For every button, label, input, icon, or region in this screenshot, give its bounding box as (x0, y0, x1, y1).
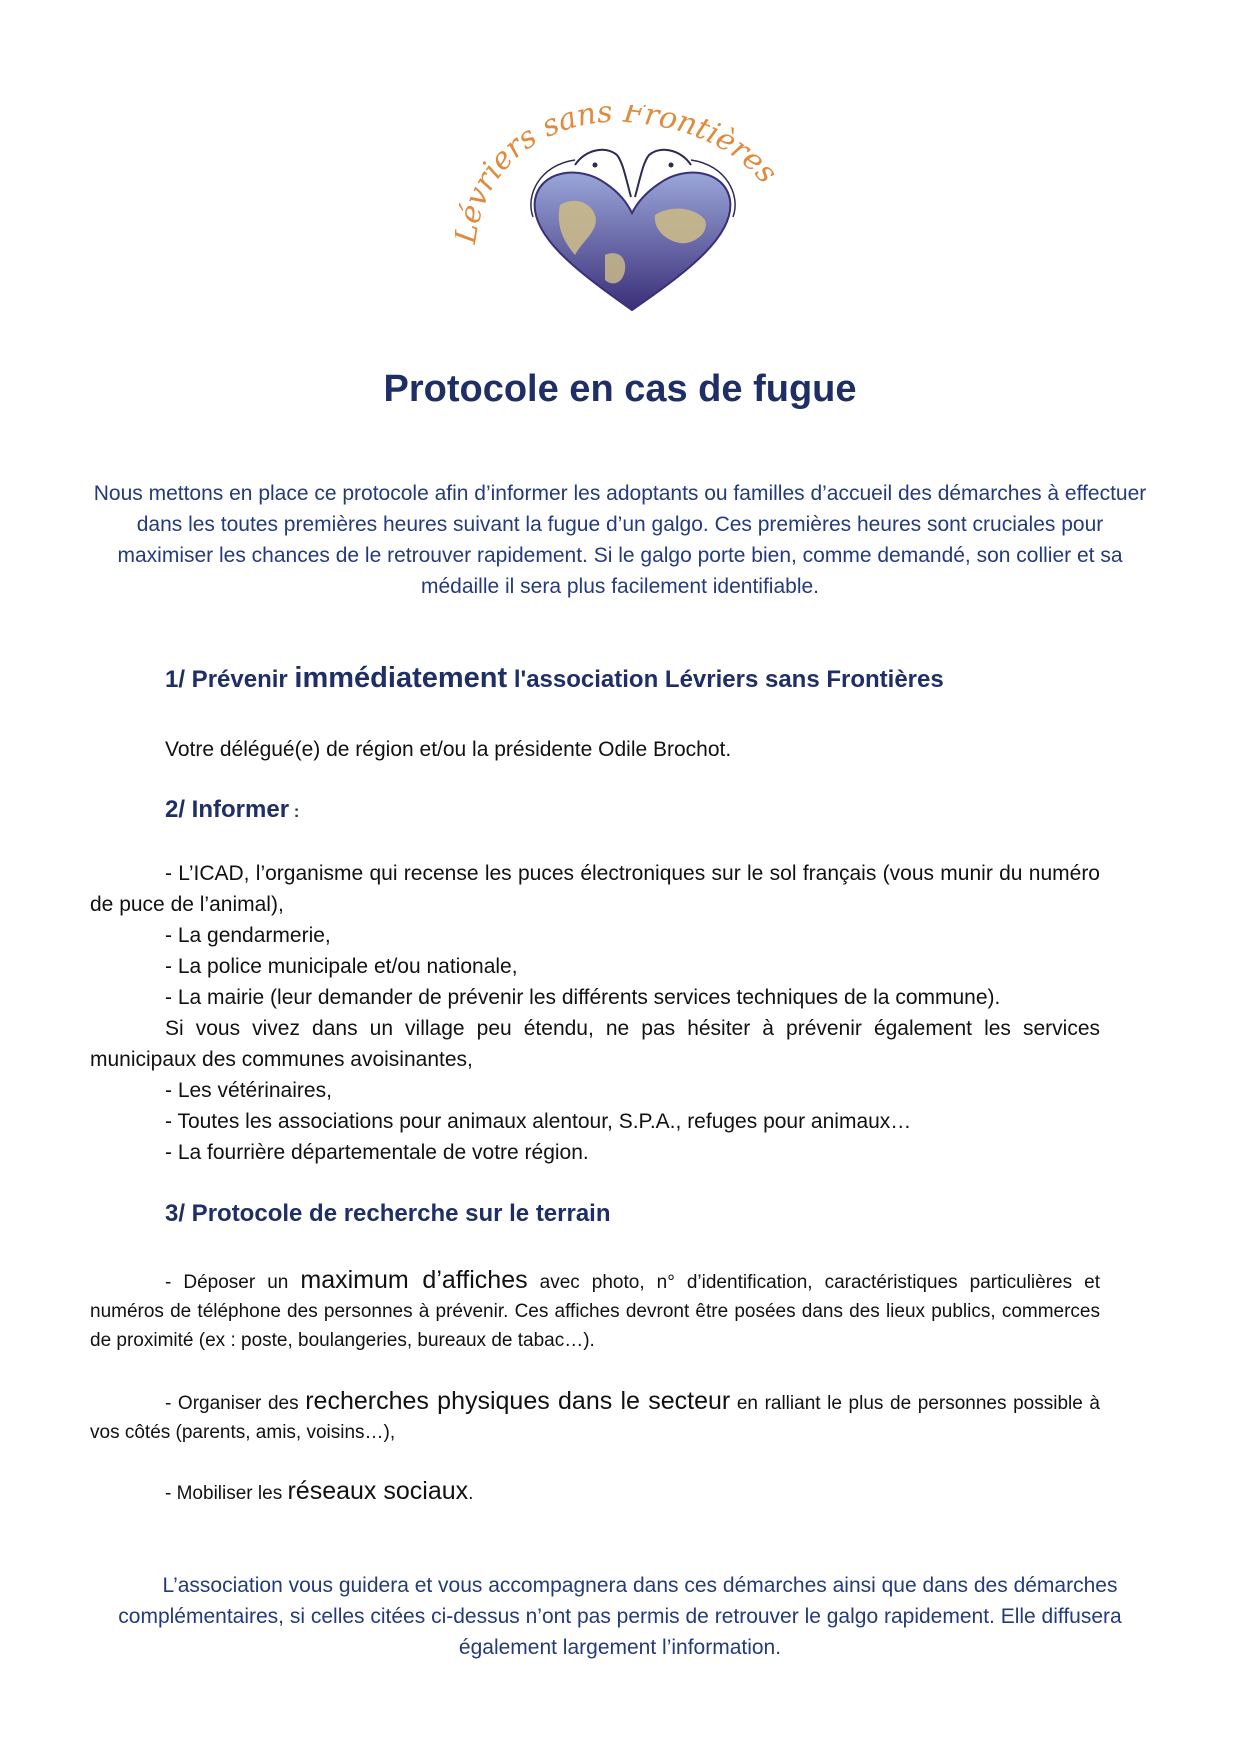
section1-body: Votre délégué(e) de région et/ou la présidente Odile Brochot. (165, 738, 732, 761)
p3-post: . (468, 1483, 474, 1504)
list-item-police: - La police municipale et/ou nationale, (165, 955, 518, 978)
list-item-gendarmerie: - La gendarmerie, (165, 924, 331, 947)
p1-post: avec photo, n° d’identification, caractéristiques particulières et numéros de téléphone des personnes à prévenir. Ces affiches devront être posées dans des lieux publics, commerces de proximité (ex : poste, boulangeries, bureaux de tabac…). (90, 1272, 1100, 1351)
p1-pre: - Déposer un (165, 1272, 301, 1293)
logo (455, 105, 810, 320)
list-item-vets: - Les vétérinaires, (165, 1079, 332, 1102)
list-item-associations: - Toutes les associations pour animaux alentour, S.P.A., refuges pour animaux… (165, 1110, 912, 1133)
list-item-village: Si vous vivez dans un village peu étendu, ne pas hésiter à prévenir également les services municipaux des communes avoisinantes, (90, 1017, 1100, 1071)
section2-heading (165, 796, 299, 824)
section2-heading-suffix: : (289, 802, 300, 821)
section2-heading-text: 2/ Informer (165, 796, 290, 823)
closing-paragraph: L’association vous guidera et vous accompagnera dans ces démarches ainsi que dans des démarches complémentaires, si celles citées ci-dessus n’ont pas permis de retrouver le galgo rapidement. Elle diffusera également largement l’information. (118, 1574, 1122, 1659)
section1-heading-pre: 1/ Prévenir (165, 666, 295, 693)
section1-heading-post: l'association Lévriers sans Frontières (507, 666, 944, 693)
section1-heading (165, 662, 944, 695)
page-title: Protocole en cas de fugue (383, 368, 857, 410)
section2-list (90, 858, 1100, 1168)
section3-paragraph-posters (90, 1266, 1100, 1355)
section3-heading: 3/ Protocole de recherche sur le terrain (165, 1200, 611, 1227)
p2-post: en ralliant le plus de personnes possible à vos côtés (parents, amis, voisins…), (90, 1393, 1100, 1443)
section3-paragraph-social (90, 1477, 1100, 1508)
p1-emphasis: maximum d’affiches (300, 1266, 528, 1294)
list-item-mairie: - La mairie (leur demander de prévenir les différents services techniques de la commune). (165, 986, 1001, 1009)
section3-paragraph-search (90, 1387, 1100, 1447)
intro-paragraph: Nous mettons en place ce protocole afin d’informer les adoptants ou familles d’accueil des démarches à effectuer dans les toutes premières heures suivant la fugue d’un galgo. Ces premières heures sont cruciales pour maximiser les chances de le retrouver rapidement. Si le galgo porte bien, comme demandé, son collier et sa médaille il sera plus facilement identifiable. (93, 482, 1147, 598)
list-item-icad: - L’ICAD, l’organisme qui recense les puces électroniques sur le sol français (vous munir du numéro de puce de l’animal), (90, 862, 1100, 916)
list-item-fourriere: - La fourrière départementale de votre région. (165, 1141, 589, 1164)
p2-emphasis: recherches physiques dans le secteur (305, 1387, 731, 1415)
section1-heading-emphasis: immédiatement (294, 662, 508, 694)
heart-globe-greyhounds-icon (455, 105, 810, 320)
p3-pre: - Mobiliser les (165, 1483, 288, 1504)
logo-text: évriers sans Frontières (455, 105, 785, 228)
p2-pre: - Organiser des (165, 1393, 306, 1414)
p3-emphasis: réseaux sociaux (287, 1477, 469, 1505)
